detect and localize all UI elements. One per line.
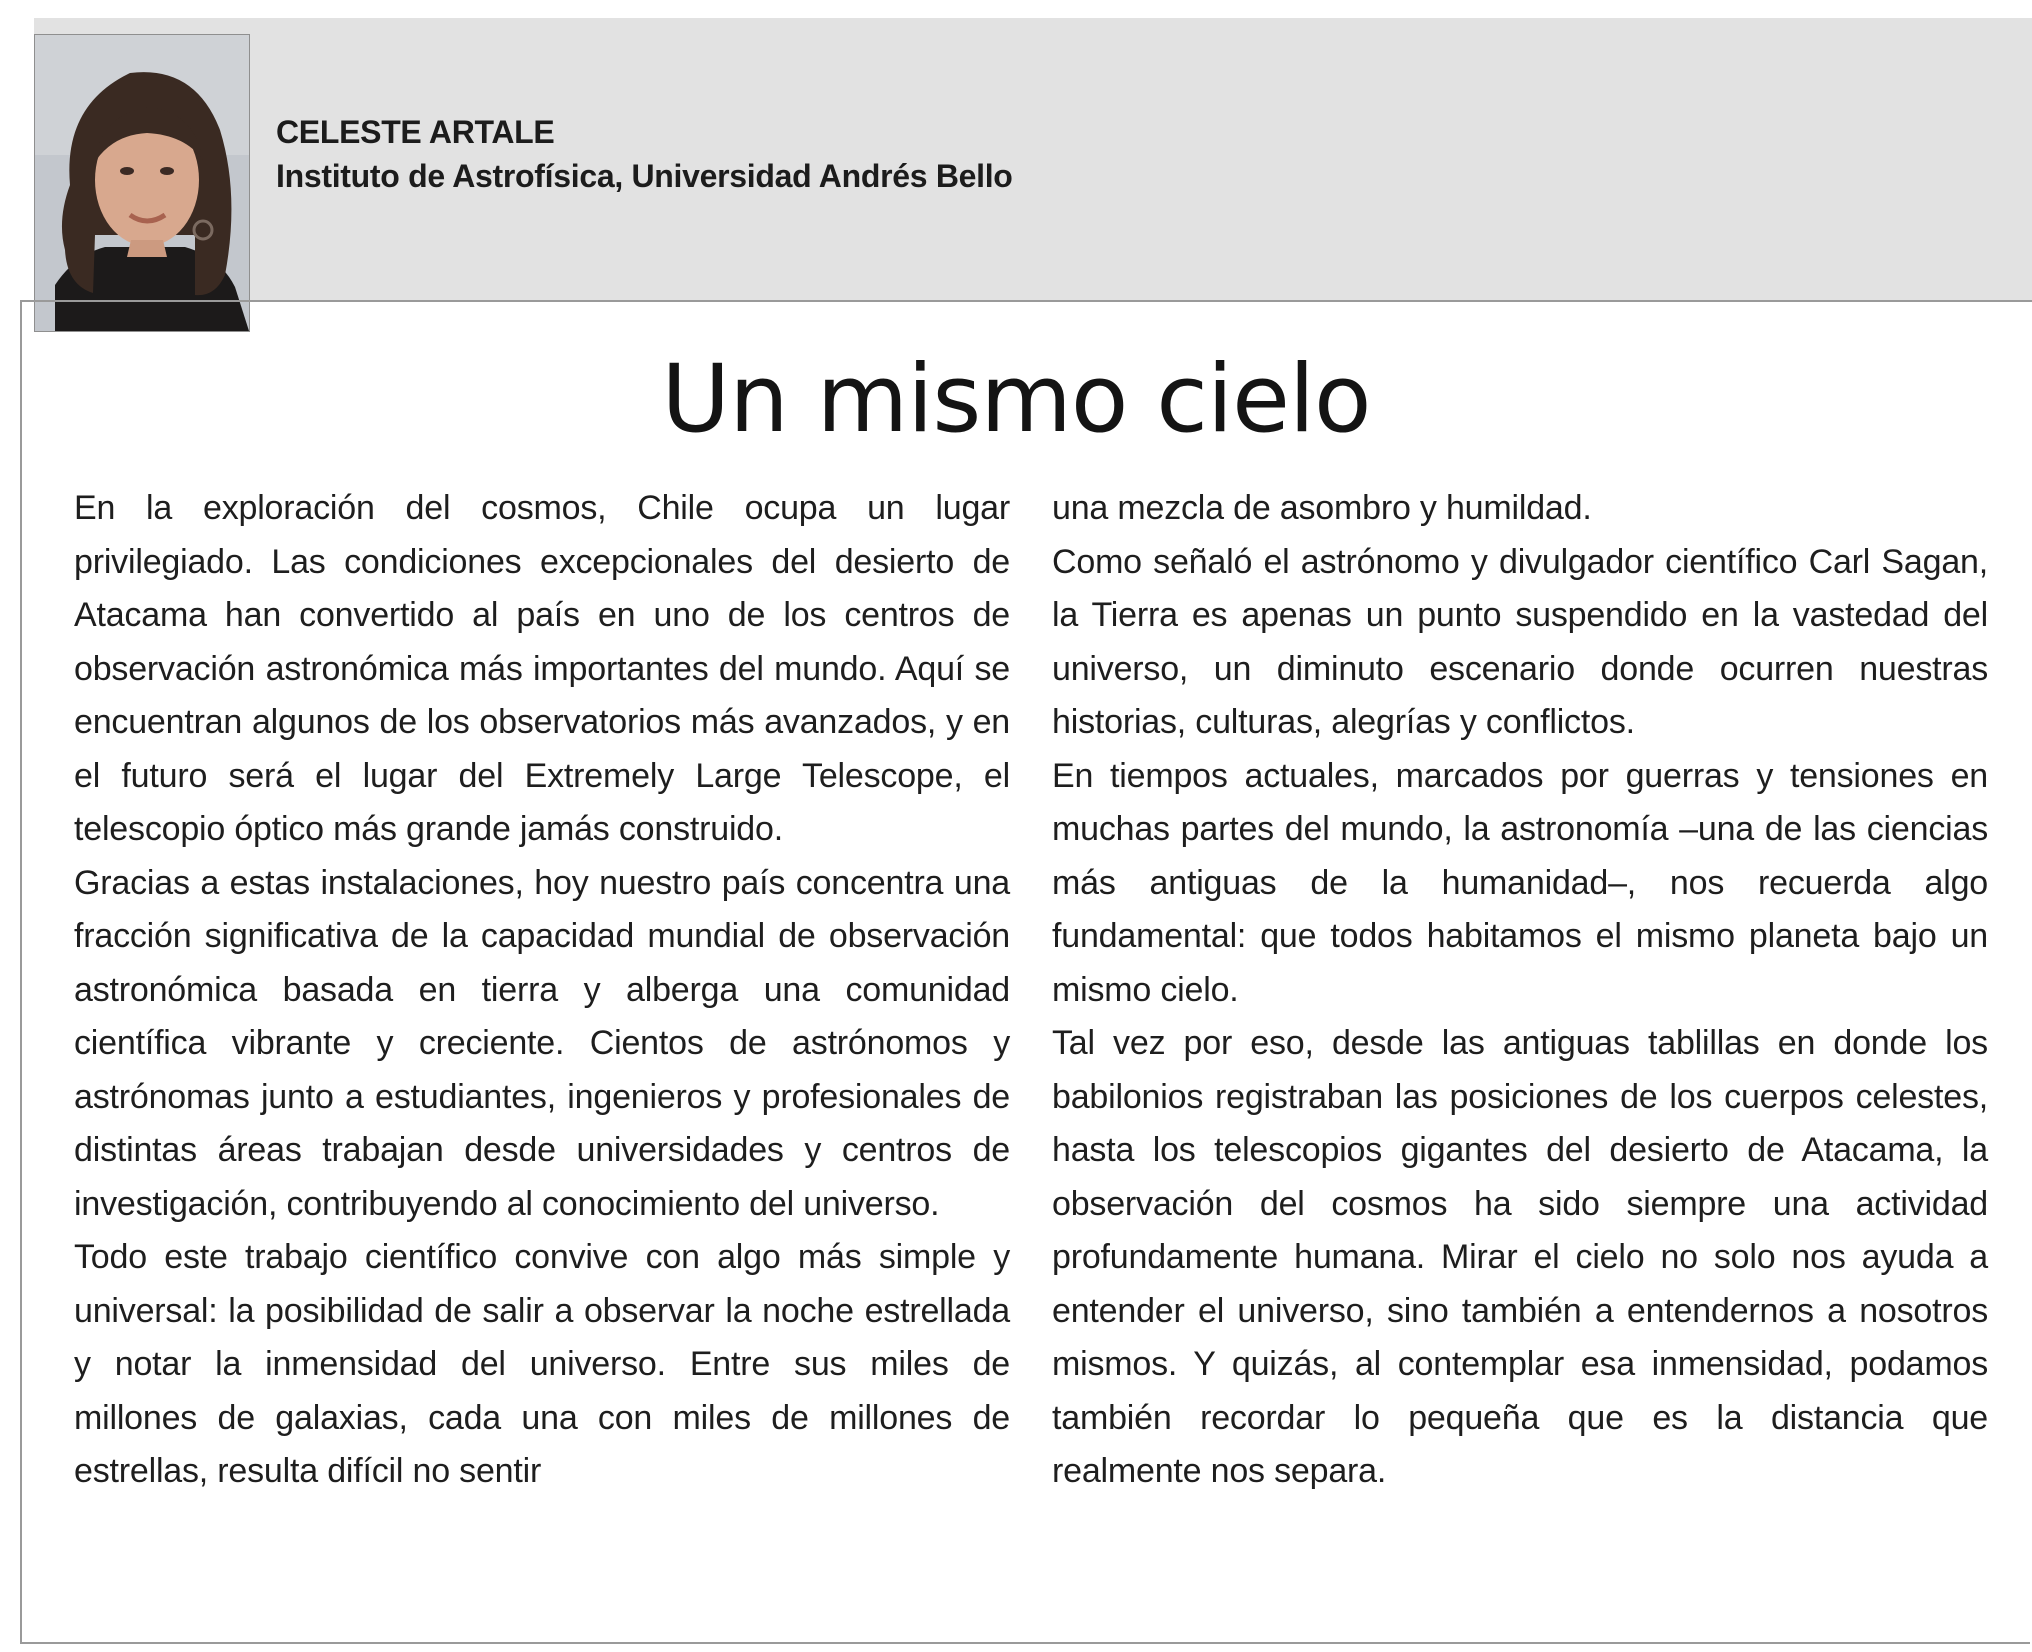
author-affiliation: Instituto de Astrofísica, Universidad Andrés Bello (276, 158, 1013, 194)
paragraph: Todo este trabajo científico convive con algo más simple y universal: la posibilidad de salir a observar la noche estrellada y notar la inmensidad del universo. Entre sus miles de millones de galaxias, cada una con miles de millones de estrellas, resulta difícil no sentir (74, 1238, 1010, 1490)
byline (276, 110, 1013, 198)
paragraph: Gracias a estas instalaciones, hoy nuestro país concentra una fracción significativa de la capacidad mundial de observación astronómica basada en tierra y alberga una comunidad científica vibrante y creciente. Cientos de astrónomos y astrónomas junto a estudiantes, ingenieros y profesionales de distintas áreas trabajan desde universidades y centros de investigación, contribuyendo al conocimiento del universo. (74, 863, 1010, 1223)
article-headline: Un mismo cielo (661, 345, 1371, 454)
paragraph: Tal vez por eso, desde las antiguas tablillas en donde los babilonios registraban las posiciones de los cuerpos celestes, hasta los telescopios gigantes del desierto de Atacama, la observación del cosmos ha sido siempre una actividad profundamente humana. Mirar el cielo no solo nos ayuda a entender el universo, sino también a entendernos a nosotros mismos. Y quizás, al contemplar esa inmensidad, podamos también recordar lo pequeña que es la distancia que realmente nos separa. (1052, 1024, 1988, 1490)
author-portrait-icon (35, 35, 249, 331)
paragraph: Como señaló el astrónomo y divulgador científico Carl Sagan, la Tierra es apenas un punto suspendido en la vastedad del universo, un diminuto escenario donde ocurren nuestras historias, culturas, alegrías y conflictos. (1052, 542, 1988, 741)
article-column-left (74, 482, 1010, 1612)
author-name: CELESTE ARTALE (276, 114, 555, 150)
author-photo (34, 34, 250, 332)
article-body (74, 482, 1988, 1612)
paragraph: En la exploración del cosmos, Chile ocupa un lugar privilegiado. Las condiciones excepcionales del desierto de Atacama han convertido al país en uno de los centros de observación astronómica más importantes del mundo. Aquí se encuentran algunos de los observatorios más avanzados, y en el futuro será el lugar del Extremely Large Telescope, el telescopio óptico más grande jamás construido. (74, 489, 1010, 848)
paragraph: una mezcla de asombro y humildad. (1052, 489, 1592, 527)
paragraph: En tiempos actuales, marcados por guerras y tensiones en muchas partes del mundo, la astronomía –una de las ciencias más antiguas de la humanidad–, nos recuerda algo fundamental: que todos habitamos el mismo planeta bajo un mismo cielo. (1052, 756, 1988, 1009)
article-column-right (1052, 482, 1988, 1612)
